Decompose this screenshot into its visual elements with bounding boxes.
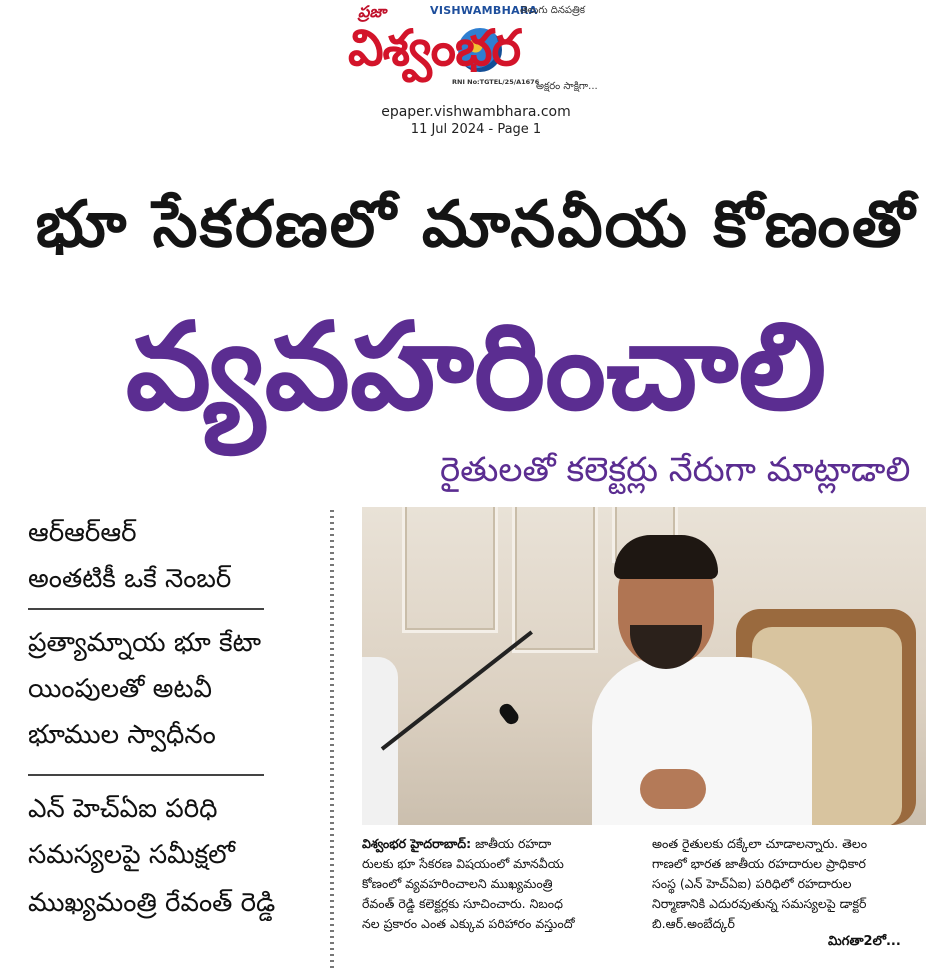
article-line: సంస్థ (ఎన్ హెచ్ఏఐ) పరిధిలో రహదారుల xyxy=(652,876,852,891)
article-line: గాణలో భారత జాతీయ రహదారుల ప్రాధికార xyxy=(652,856,866,871)
masthead-slogan: అక్షరం సాక్షిగా... xyxy=(536,81,598,92)
microphone-icon xyxy=(497,701,522,727)
sidebar-divider xyxy=(28,774,264,776)
article-dateline: విశ్వంభర హైదరాబాద్: xyxy=(362,836,472,851)
continued-link[interactable]: మిగతా2లో... xyxy=(828,934,901,949)
article-line: రులకు భూ సేకరణ విషయంలో మానవీయ xyxy=(362,856,564,871)
wall-panel xyxy=(512,507,598,653)
sidebar-item1-line1: ఆర్‌ఆర్‌ఆర్ xyxy=(28,518,137,548)
news-photo xyxy=(362,507,926,825)
headline-line2: వ్యవహరించాలి xyxy=(125,298,827,437)
article-column-2 xyxy=(652,834,926,934)
article-line: నిర్మాణానికి ఎదురవుతున్న సమస్యలపై డాక్టర్ xyxy=(652,896,867,911)
subheadline: రైతులతో కలెక్టర్లు నేరుగా మాట్లాడాలి xyxy=(440,450,911,490)
edition-date-page: 11 Jul 2024 - Page 1 xyxy=(410,122,542,137)
edition-site[interactable]: epaper.vishwambhara.com xyxy=(381,104,571,120)
article-line: నల ప్రకారం ఎంత ఎక్కువ పరిహారం వస్తుందో xyxy=(362,916,575,931)
masthead-logo: విశ్వంభర xyxy=(348,19,521,77)
sidebar-item2-line3: భూముల స్వాధీనం xyxy=(28,720,216,750)
sidebar-item2-line2: యింపులతో అటవీ xyxy=(28,674,212,704)
sidebar-divider xyxy=(28,608,264,610)
sidebar-item2-line1: ప్రత్యామ్నాయ భూ కేటా xyxy=(28,628,262,658)
article-line: కోణంలో వ్యవహరించాలని ముఖ్యమంత్రి xyxy=(362,876,553,891)
masthead-english-name: VISHWAMBHARA xyxy=(430,4,538,17)
article-line: రేవంత్ రెడ్డి కలెక్టర్లకు సూచించారు. నిబంధ xyxy=(362,896,563,911)
column-separator xyxy=(330,510,334,970)
masthead xyxy=(340,0,620,100)
rni-number: RNI No:TGTEL/25/A1676 xyxy=(452,78,540,86)
article-line: అంత రైతులకు దక్కేలా చూడాలన్నారు. తెలం xyxy=(652,836,868,851)
headline-line1: భూ సేకరణలో మానవీయ కోణంతో xyxy=(35,188,917,262)
article-line: జాతీయ రహదా xyxy=(475,836,552,851)
sidebar-item3-line3: ముఖ్యమంత్రి రేవంత్ రెడ్డి xyxy=(28,888,276,918)
sidebar-item3-line2: సమస్యలపై సమీక్షలో xyxy=(28,840,235,870)
person-hair xyxy=(614,535,718,579)
masthead-praja: ప్రజా xyxy=(358,2,387,21)
person-hand xyxy=(640,769,706,809)
article-line: బి.ఆర్.అంబేద్కర్ xyxy=(652,916,735,931)
article-column-1 xyxy=(362,834,640,934)
microphone-stand xyxy=(381,630,533,750)
masthead-tagline: తెలుగు దినపత్రిక xyxy=(520,5,586,16)
sidebar-item3-line1: ఎన్ హెచ్ఏఐ పరిధి xyxy=(28,794,218,824)
wall-panel xyxy=(402,507,498,633)
sidebar-item1-line2: అంతటికీ ఒకే నెంబర్ xyxy=(28,564,232,594)
